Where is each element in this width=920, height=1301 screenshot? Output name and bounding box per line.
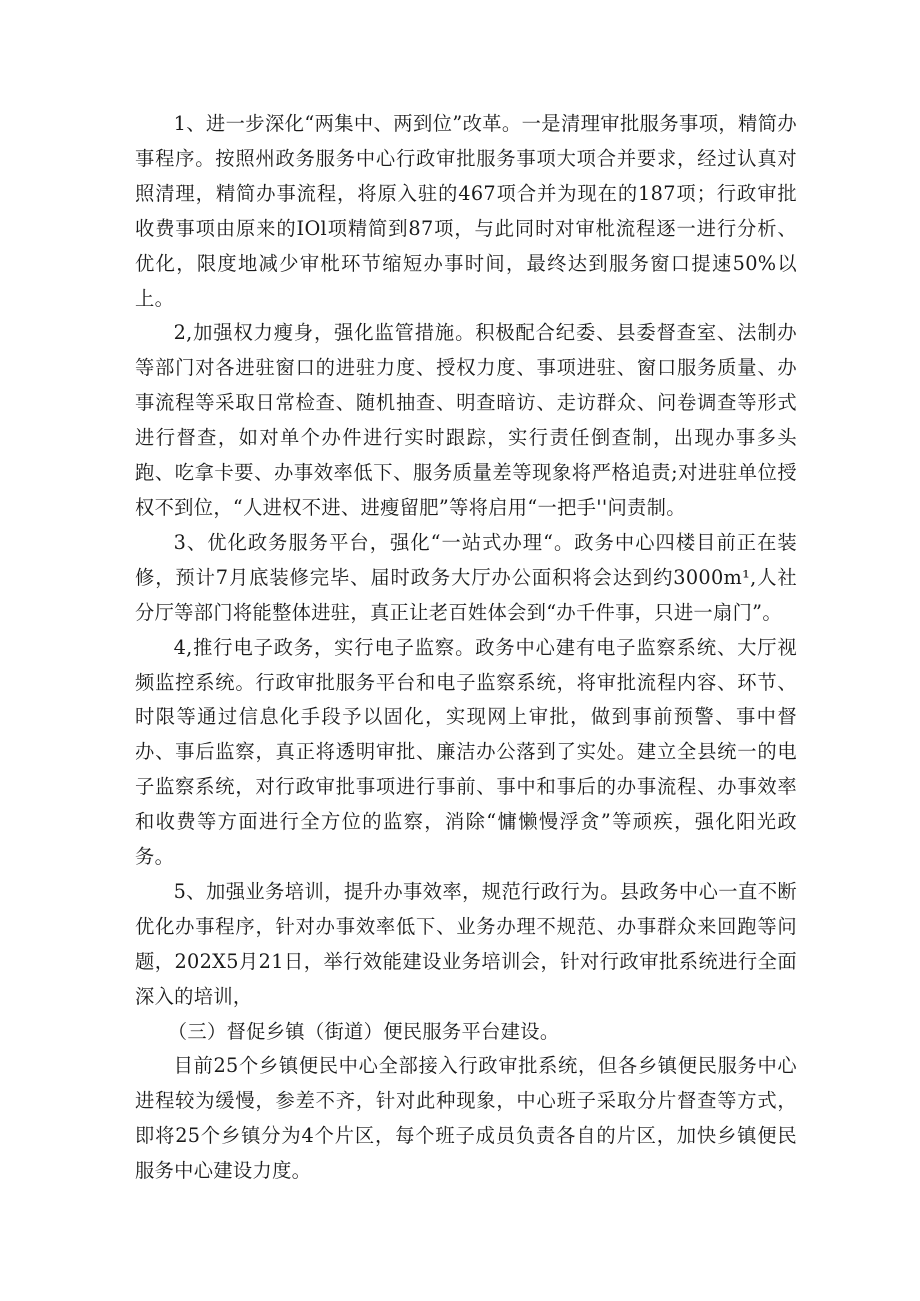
paragraph-6: 目前25个乡镇便民中心全部接入行政审批系统，但各乡镇便民服务中心进程较为缓慢，参差不齐，针对此种现象，中心班子采取分片督查等方式，即将25个乡镇分为4个片区，每个班子成员负责各自的片区，加快乡镇便民服务中心建设力度。 [135,1054,797,1183]
paragraph-4: 4,推行电子政务，实行电子监察。政务中心建有电子监察系统、大厅视频监控系统。行政审批服务平台和电子监察系统，将审批流程内容、环节、时限等通过信息化手段予以固化，实现网上审批，做到事前预警、事中督办、事后监察，真正将透明审批、廉洁办公落到了实处。建立全县统一的电子监察系统，对行政审批事项进行事前、事中和事后的办事流程、办事效率和收费等方面进行全方位的监察，消除“慵懒慢浮贪”等顽疾，强化阳光政务。 [135,635,797,869]
document-body [135,107,797,1189]
section-heading: （三）督促乡镇（街道）便民服务平台建设。 [167,1019,560,1043]
paragraph-1: 1、进一步深化“两集中、两到位”改革。一是清理审批服务事项，精简办事程序。按照州政务服务中心行政审批服务事项大项合并要求，经过认真对照清理，精简办事流程，将原入驻的467项合并为现在的187项；行政审批收费事项由原来的IOl项精简到87项，与此同时对审枇流程逐一进行分析、优化，限度地减少审枇环节缩短办事时间，最终达到服务窗口提速50%以上。 [135,112,797,310]
paragraph-3: 3、优化政务服务平台，强化“一站式办理“。政务中心四楼目前正在装修，预计7月底装修完毕、届时政务大厅办公面积将会达到约3000m¹,人社分厅等部门将能整体进驻，真正让老百姓体会到“办千件事，只进一扇门”。 [135,530,797,624]
paragraph-2: 2,加强权力瘦身，强化监管措施。积极配合纪委、县委督查室、法制办等部门对各进驻窗口的进驻力度、授权力度、事项进驻、窗口服务质量、办事流程等采取日常检查、随机抽查、明查暗访、走访群众、问卷调查等形式进行督查，如对单个办件进行实时跟踪，实行责任倒查制，出现办事多头跑、吃拿卡要、办事效率低下、服务质量差等现象将严格追责;对进驻单位授权不到位，“人进权不进、进瘦留肥”等将启用“一把手''问责制。 [135,321,797,519]
paragraph-5: 5、加强业务培训，提升办事效率，规范行政行为。县政务中心一直不断优化办事程序，针对办事效率低下、业务办理不规范、办事群众来回跑等问题，202X5月21日，举行效能建设业务培训会，针对行政审批系统进行全面深入的培训， [135,879,797,1008]
